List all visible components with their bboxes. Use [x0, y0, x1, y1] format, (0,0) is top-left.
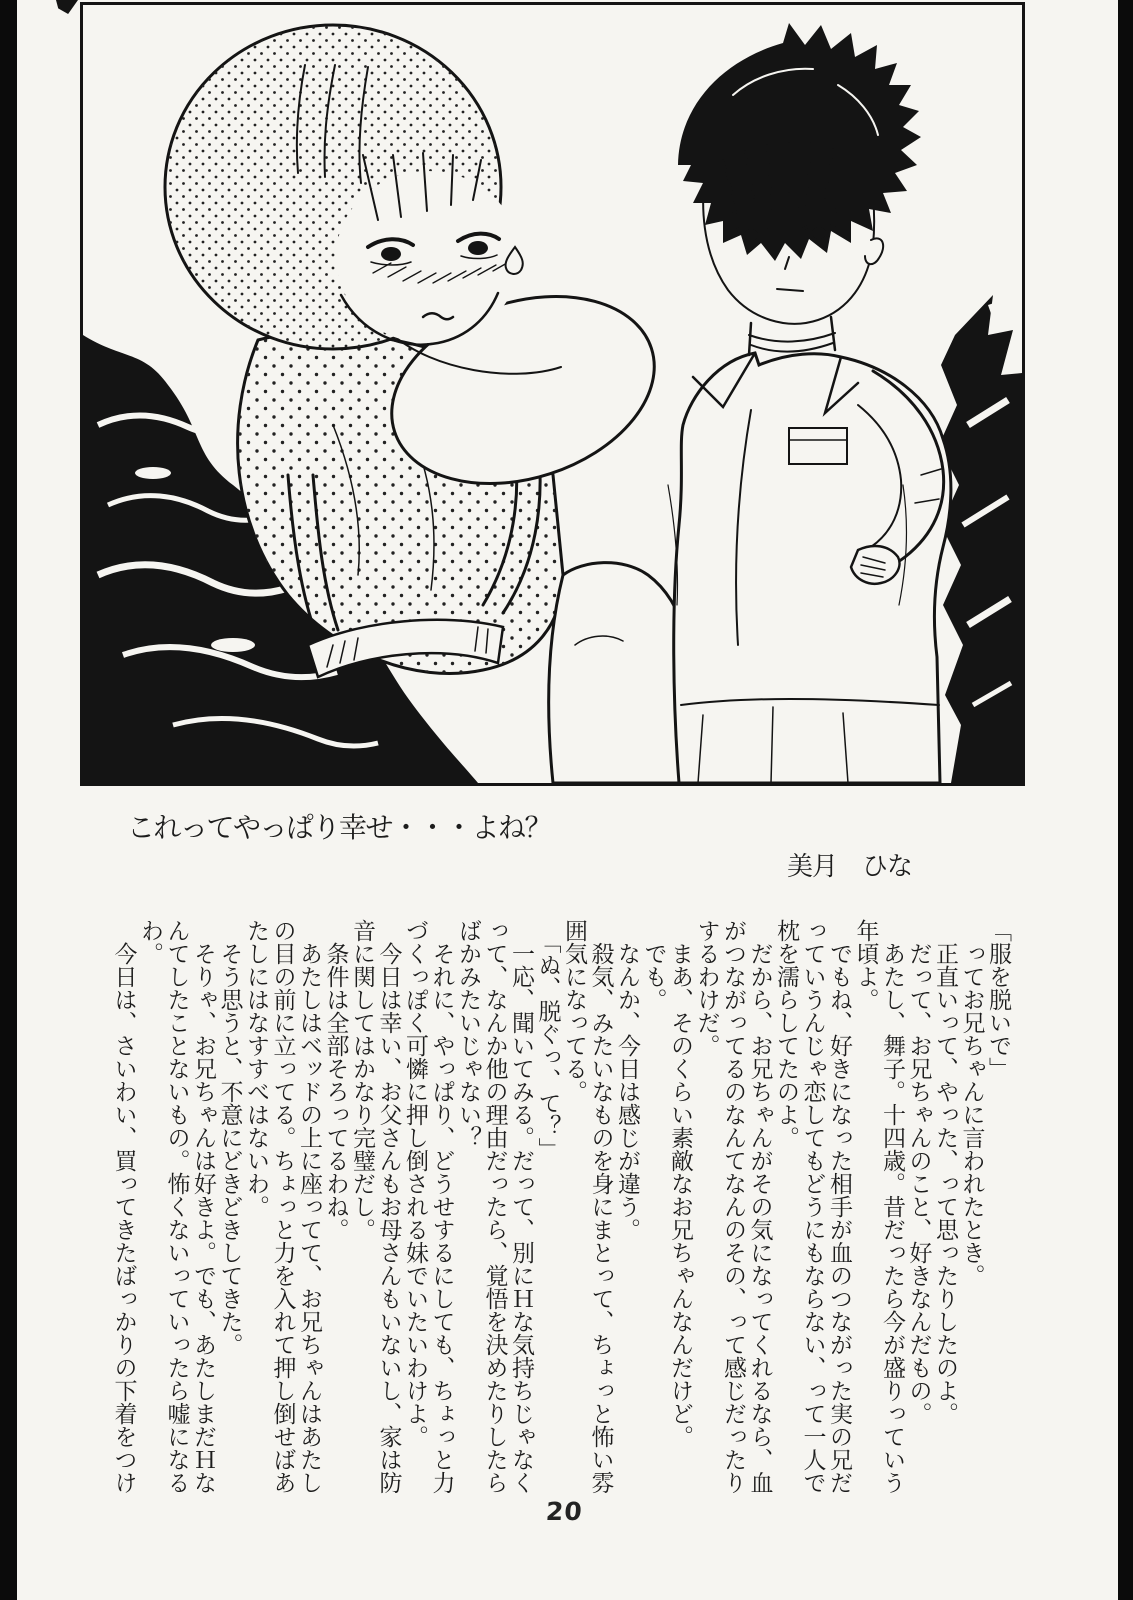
story-line: 今日は幸い、お父さんもお母さんもいないし、家は防: [376, 919, 402, 1494]
scan-gutter-right: [1118, 0, 1133, 1600]
story-line: んてしたことないもの。怖くないっていったら嘘になる: [164, 919, 190, 1494]
boy-figure: [668, 23, 951, 783]
scan-corner-mark: [56, 0, 78, 14]
story-line: まあ、そのくらい素敵なお兄ちゃんなんだけど。: [668, 919, 693, 1448]
story-line: だから、お兄ちゃんがその気になってくれるなら、血: [747, 919, 773, 1494]
page-number: 20: [544, 1497, 584, 1526]
story-line: そりゃ、お兄ちゃんは好きよ。でも、あたしまだＨな: [191, 919, 216, 1494]
story-line: 条件は全部そろってるわね。: [323, 919, 349, 1241]
story-line: あたし、舞子。十四歳。昔だったら今が盛りっていう: [880, 919, 905, 1494]
caption-title: これってやっぱり幸せ・・・よね？: [127, 813, 552, 844]
story-line: 今日は、さいわい、買ってきたばっかりの下着をつけ: [111, 919, 137, 1494]
story-line: がつながってるのなんてなんのその、って感じだったり: [721, 919, 746, 1494]
story-line: の目の前に立ってる。ちょっと力を入れて押し倒せばあ: [270, 919, 296, 1494]
story-line: 枕を濡らしてたのよ。: [774, 919, 799, 1149]
story-line: 「ぬ、脱ぐっ、て？」: [535, 919, 561, 1161]
story-line: 正直いって、やった、って思ったりしたのよ。: [933, 919, 958, 1425]
story-line: それに、やっぱり、どうせするにしても、ちょっと力: [429, 919, 455, 1494]
story-line: 年頃よ。: [853, 919, 879, 1011]
story-line: 一応、聞いてみる。だって、別にＨな気持ちじゃなく: [509, 919, 534, 1494]
manga-panel: [80, 2, 1025, 786]
story-line: そう思うと、不意にどきどきしてきた。: [217, 919, 243, 1356]
manga-illustration: [83, 5, 1022, 783]
story-line: あたしはベッドの上に座ってて、お兄ちゃんはあたし: [297, 919, 322, 1494]
story-line: って、なんか他の理由だったら、覚悟を決めたりしたら: [482, 919, 508, 1494]
story-line: するわけだ。: [694, 919, 720, 1057]
story-line: ってお兄ちゃんに言われたとき。: [959, 919, 985, 1287]
story-line: でもね、好きになった相手が血のつながった実の兄だ: [827, 919, 852, 1494]
story-line: っていうんじゃ恋してもどうにもならない、って一人で: [800, 919, 826, 1494]
story-line: ばかみたいじゃない？: [456, 919, 481, 1149]
scan-gutter-left: [0, 0, 17, 1600]
story-line: 「服を脱いで」: [986, 919, 1011, 1080]
story-line: でも。: [641, 919, 667, 1011]
story-text: [110, 919, 1011, 1505]
story-line: わ。: [138, 919, 163, 965]
story-line: 殺気、みたいなものを身にまとって、ちょっと怖い雰: [588, 919, 614, 1494]
story-line: 音に関してはかなり完璧だし。: [350, 919, 375, 1241]
story-line: たしにはなすすべはないわ。: [244, 919, 269, 1218]
story-line: なんか、今日は感じが違う。: [615, 919, 640, 1241]
story-line: 囲気になってる。: [562, 919, 587, 1103]
story-line: づくっぽく可憐に押し倒される妹でいたいわけよ。: [403, 919, 428, 1448]
author-credit: 美月 ひな: [787, 852, 913, 881]
story-line: だって、お兄ちゃんのこと、好きなんだもの。: [906, 919, 932, 1425]
